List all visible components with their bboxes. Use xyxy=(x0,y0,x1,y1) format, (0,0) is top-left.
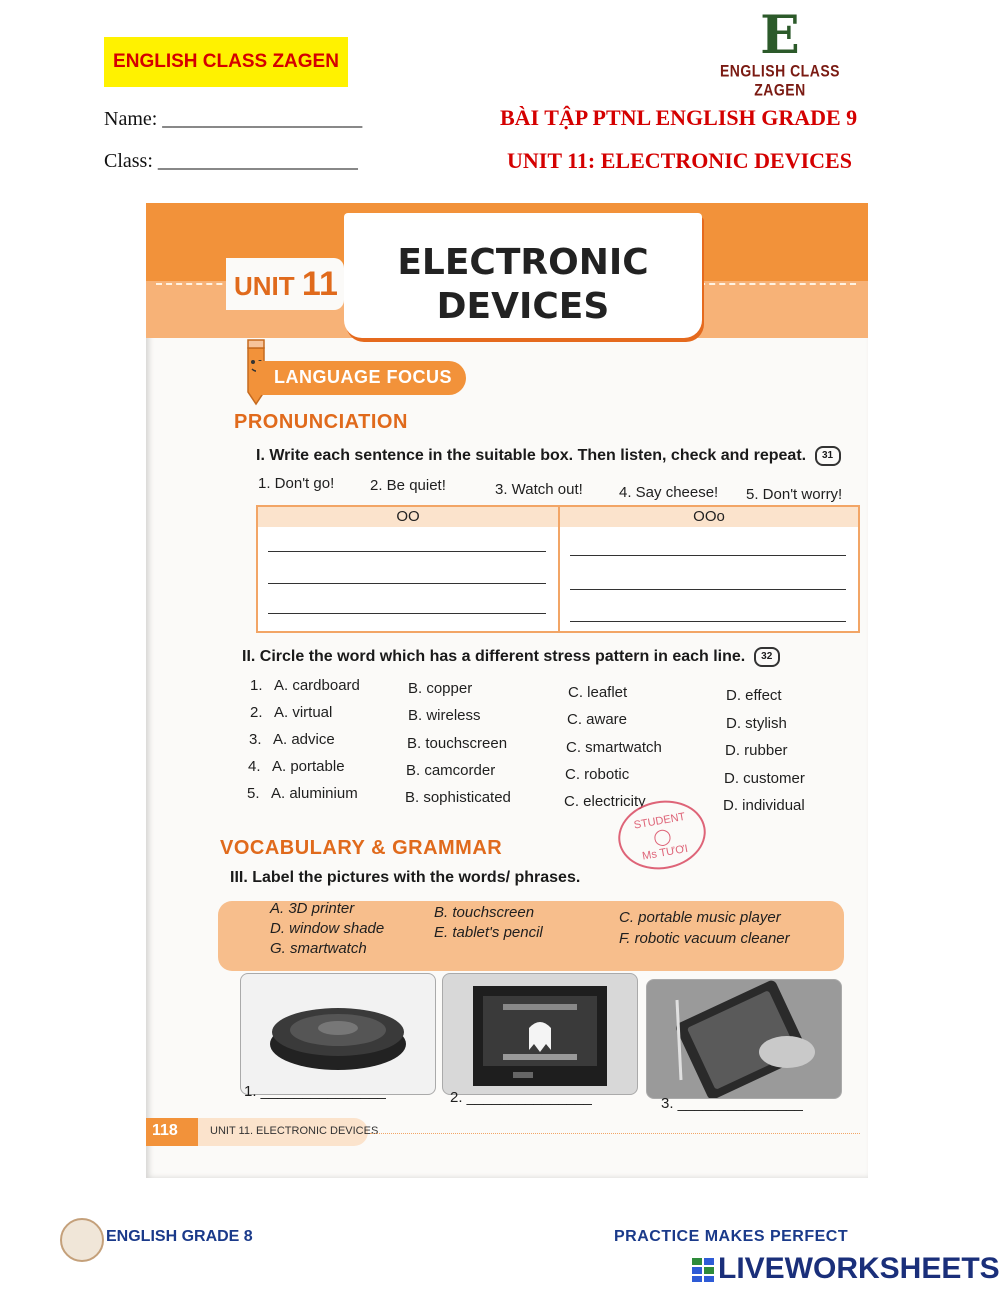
answer-line[interactable] xyxy=(268,613,546,614)
row-number: 1. xyxy=(250,677,263,694)
answer-field-3[interactable]: 3. _______________ xyxy=(661,1095,803,1112)
answer-line[interactable] xyxy=(570,555,846,556)
option-a[interactable]: A. aluminium xyxy=(271,785,358,802)
footer-motto: PRACTICE MAKES PERFECT xyxy=(614,1228,849,1245)
sentence-item: 1. Don't go! xyxy=(258,475,335,492)
logo-text: ENGLISH CLASS ZAGEN xyxy=(719,60,841,100)
answer-line[interactable] xyxy=(268,551,546,552)
tablet-pencil-picture xyxy=(646,979,842,1099)
option-b[interactable]: B. wireless xyxy=(408,707,481,724)
exercise-2-instruction-text: II. Circle the word which has a different stress pattern in each line. xyxy=(242,648,746,666)
option-d[interactable]: D. stylish xyxy=(726,715,787,732)
unit-word: UNIT xyxy=(234,271,295,301)
column-header-ooo: OOo xyxy=(560,507,858,527)
word-bank-item: C. portable music player xyxy=(619,909,781,926)
option-a[interactable]: A. virtual xyxy=(274,704,333,721)
sentence-item: 4. Say cheese! xyxy=(619,484,719,501)
class-badge: ENGLISH CLASS ZAGEN xyxy=(104,37,348,87)
stamp-subtext: Ms TƯƠI xyxy=(641,842,689,863)
unit-title xyxy=(344,241,702,329)
unit-label xyxy=(234,265,338,304)
worksheet-title: BÀI TẬP PTNL ENGLISH GRADE 9 xyxy=(500,105,858,130)
liveworksheets-brand[interactable]: LIVEWORKSHEETS xyxy=(718,1252,1000,1285)
brand-logo xyxy=(700,5,860,100)
stamp-text: STUDENT xyxy=(632,810,687,832)
audio-track-icon[interactable]: 31 xyxy=(815,446,841,466)
vocabulary-grammar-heading: VOCABULARY & GRAMMAR xyxy=(220,837,503,859)
robot-vacuum-icon xyxy=(241,974,435,1094)
sentence-item: 3. Watch out! xyxy=(495,481,583,498)
robotic-vacuum-picture xyxy=(240,973,436,1095)
option-c[interactable]: C. smartwatch xyxy=(566,739,662,756)
option-a[interactable]: A. advice xyxy=(273,731,335,748)
tablet-icon xyxy=(647,980,841,1098)
word-bank-item: F. robotic vacuum cleaner xyxy=(619,930,790,947)
exercise-2-instruction xyxy=(242,647,780,667)
option-a[interactable]: A. cardboard xyxy=(274,677,360,694)
option-c[interactable]: C. robotic xyxy=(565,766,630,783)
row-number: 4. xyxy=(248,758,261,775)
option-c[interactable]: C. aware xyxy=(567,711,628,728)
worksheet-subtitle: UNIT 11: ELECTRONIC DEVICES xyxy=(507,148,852,173)
liveworksheets-icon xyxy=(692,1258,714,1282)
row-number: 5. xyxy=(247,785,260,802)
answer-line[interactable] xyxy=(570,589,846,590)
stress-pattern-table xyxy=(256,505,860,633)
unit-number: 11 xyxy=(301,265,338,303)
option-b[interactable]: B. copper xyxy=(408,680,473,697)
word-bank-item: G. smartwatch xyxy=(270,940,367,957)
option-b[interactable]: B. sophisticated xyxy=(405,789,511,806)
option-b[interactable]: B. touchscreen xyxy=(407,735,508,752)
word-bank-item: A. 3D printer xyxy=(270,900,355,917)
exercise-1-instruction xyxy=(256,446,841,466)
option-b[interactable]: B. camcorder xyxy=(406,762,496,779)
footer-grade: ENGLISH GRADE 8 xyxy=(106,1228,253,1245)
option-d[interactable]: D. customer xyxy=(724,770,805,787)
row-number: 2. xyxy=(250,704,263,721)
option-a[interactable]: A. portable xyxy=(272,758,345,775)
footer-unit-label: UNIT 11. ELECTRONIC DEVICES xyxy=(210,1125,379,1137)
answer-line[interactable] xyxy=(268,583,546,584)
exercise-1-instruction-text: I. Write each sentence in the suitable box. Then listen, check and repeat. xyxy=(256,447,807,465)
sentence-item: 2. Be quiet! xyxy=(370,477,446,494)
exercise-3-instruction: III. Label the pictures with the words/ phrases. xyxy=(230,869,581,886)
page-number: 118 xyxy=(152,1122,178,1139)
row-number: 3. xyxy=(249,731,262,748)
sentence-item: 5. Don't worry! xyxy=(746,486,843,503)
lightbulb-icon: ◯ xyxy=(652,827,673,848)
option-c[interactable]: C. electricity xyxy=(564,793,646,810)
textbook-page xyxy=(146,203,868,1178)
pronunciation-heading: PRONUNCIATION xyxy=(234,411,408,433)
class-field-label: Class: ____________________ xyxy=(104,150,358,172)
table-divider xyxy=(558,507,560,631)
language-focus-heading: LANGUAGE FOCUS xyxy=(274,367,452,387)
option-d[interactable]: D. rubber xyxy=(725,742,788,759)
unit-title-line1: ELECTRONIC xyxy=(397,242,649,283)
answer-field-1[interactable]: 1. _______________ xyxy=(244,1083,386,1100)
answer-field-2[interactable]: 2. _______________ xyxy=(450,1089,592,1106)
footer-dotted-line xyxy=(370,1133,860,1134)
audio-track-icon[interactable]: 32 xyxy=(754,647,780,667)
unit-title-line2: DEVICES xyxy=(436,286,610,327)
name-field-label: Name: ____________________ xyxy=(104,108,363,130)
column-header-oo: OO xyxy=(258,507,558,527)
3d-printer-picture xyxy=(442,973,638,1095)
footer-logo-icon xyxy=(60,1218,104,1262)
answer-line[interactable] xyxy=(570,621,846,622)
logo-letter: E xyxy=(760,5,800,66)
option-d[interactable]: D. individual xyxy=(723,797,805,814)
option-c[interactable]: C. leaflet xyxy=(568,684,628,701)
option-d[interactable]: D. effect xyxy=(726,687,782,704)
word-bank-item: E. tablet's pencil xyxy=(434,924,543,941)
3d-printer-icon xyxy=(443,974,637,1094)
word-bank-item: D. window shade xyxy=(270,920,385,937)
word-bank-item: B. touchscreen xyxy=(434,904,535,921)
